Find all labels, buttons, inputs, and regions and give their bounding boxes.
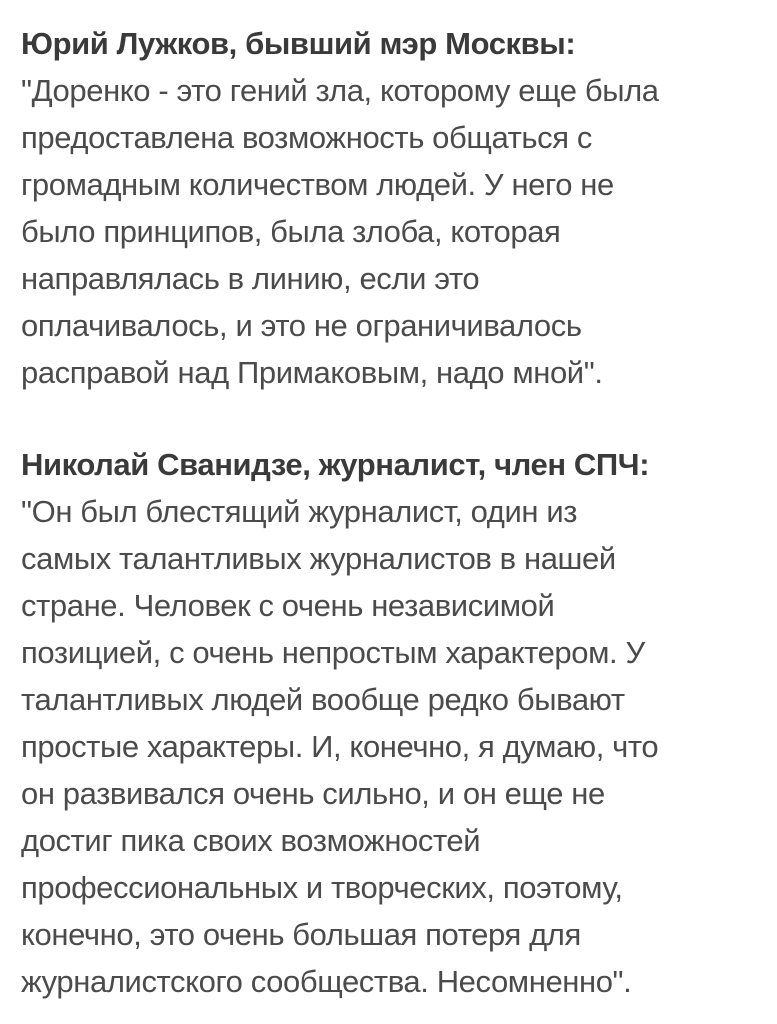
speaker-name-heading: Николай Сванидзе, журналист, член СПЧ: xyxy=(21,447,650,482)
quote-line: предоставлена возможность общаться с xyxy=(21,120,592,155)
quote-line: достиг пика своих возможностей xyxy=(21,823,481,858)
quote-line: журналистского сообщества. Несомненно". xyxy=(21,964,632,999)
quote-line: направлялась в линию, если это xyxy=(21,261,480,296)
quote-line: простые характеры. И, конечно, я думаю, что xyxy=(21,729,659,764)
quote-line: оплачивалось, и это не ограничивалось xyxy=(21,308,582,343)
speaker-name-heading: Юрий Лужков, бывший мэр Москвы: xyxy=(21,26,576,61)
quote-line: громадным количеством людей. У него не xyxy=(21,167,614,202)
quote-line: самых талантливых журналистов в нашей xyxy=(21,541,616,576)
quote-line: расправой над Примаковым, надо мной". xyxy=(21,355,603,390)
quote-line: "Он был блестящий журналист, один из xyxy=(21,494,578,529)
quote-line: профессиональных и творческих, поэтому, xyxy=(21,870,623,905)
quote-line: он развивался очень сильно, и он еще не xyxy=(21,776,605,811)
quote-line: талантливых людей вообще редко бывают xyxy=(21,682,625,717)
quote-line: позицией, с очень непростым характером. У xyxy=(21,635,645,670)
quote-line: "Доренко - это гений зла, которому еще была xyxy=(21,73,659,108)
quote-section-luzhkov xyxy=(21,20,759,396)
quote-section-svanidze xyxy=(21,441,759,1005)
quote-line: стране. Человек с очень независимой xyxy=(21,588,555,623)
quote-line: конечно, это очень большая потеря для xyxy=(21,917,581,952)
quote-line: было принципов, была злоба, которая xyxy=(21,214,561,249)
